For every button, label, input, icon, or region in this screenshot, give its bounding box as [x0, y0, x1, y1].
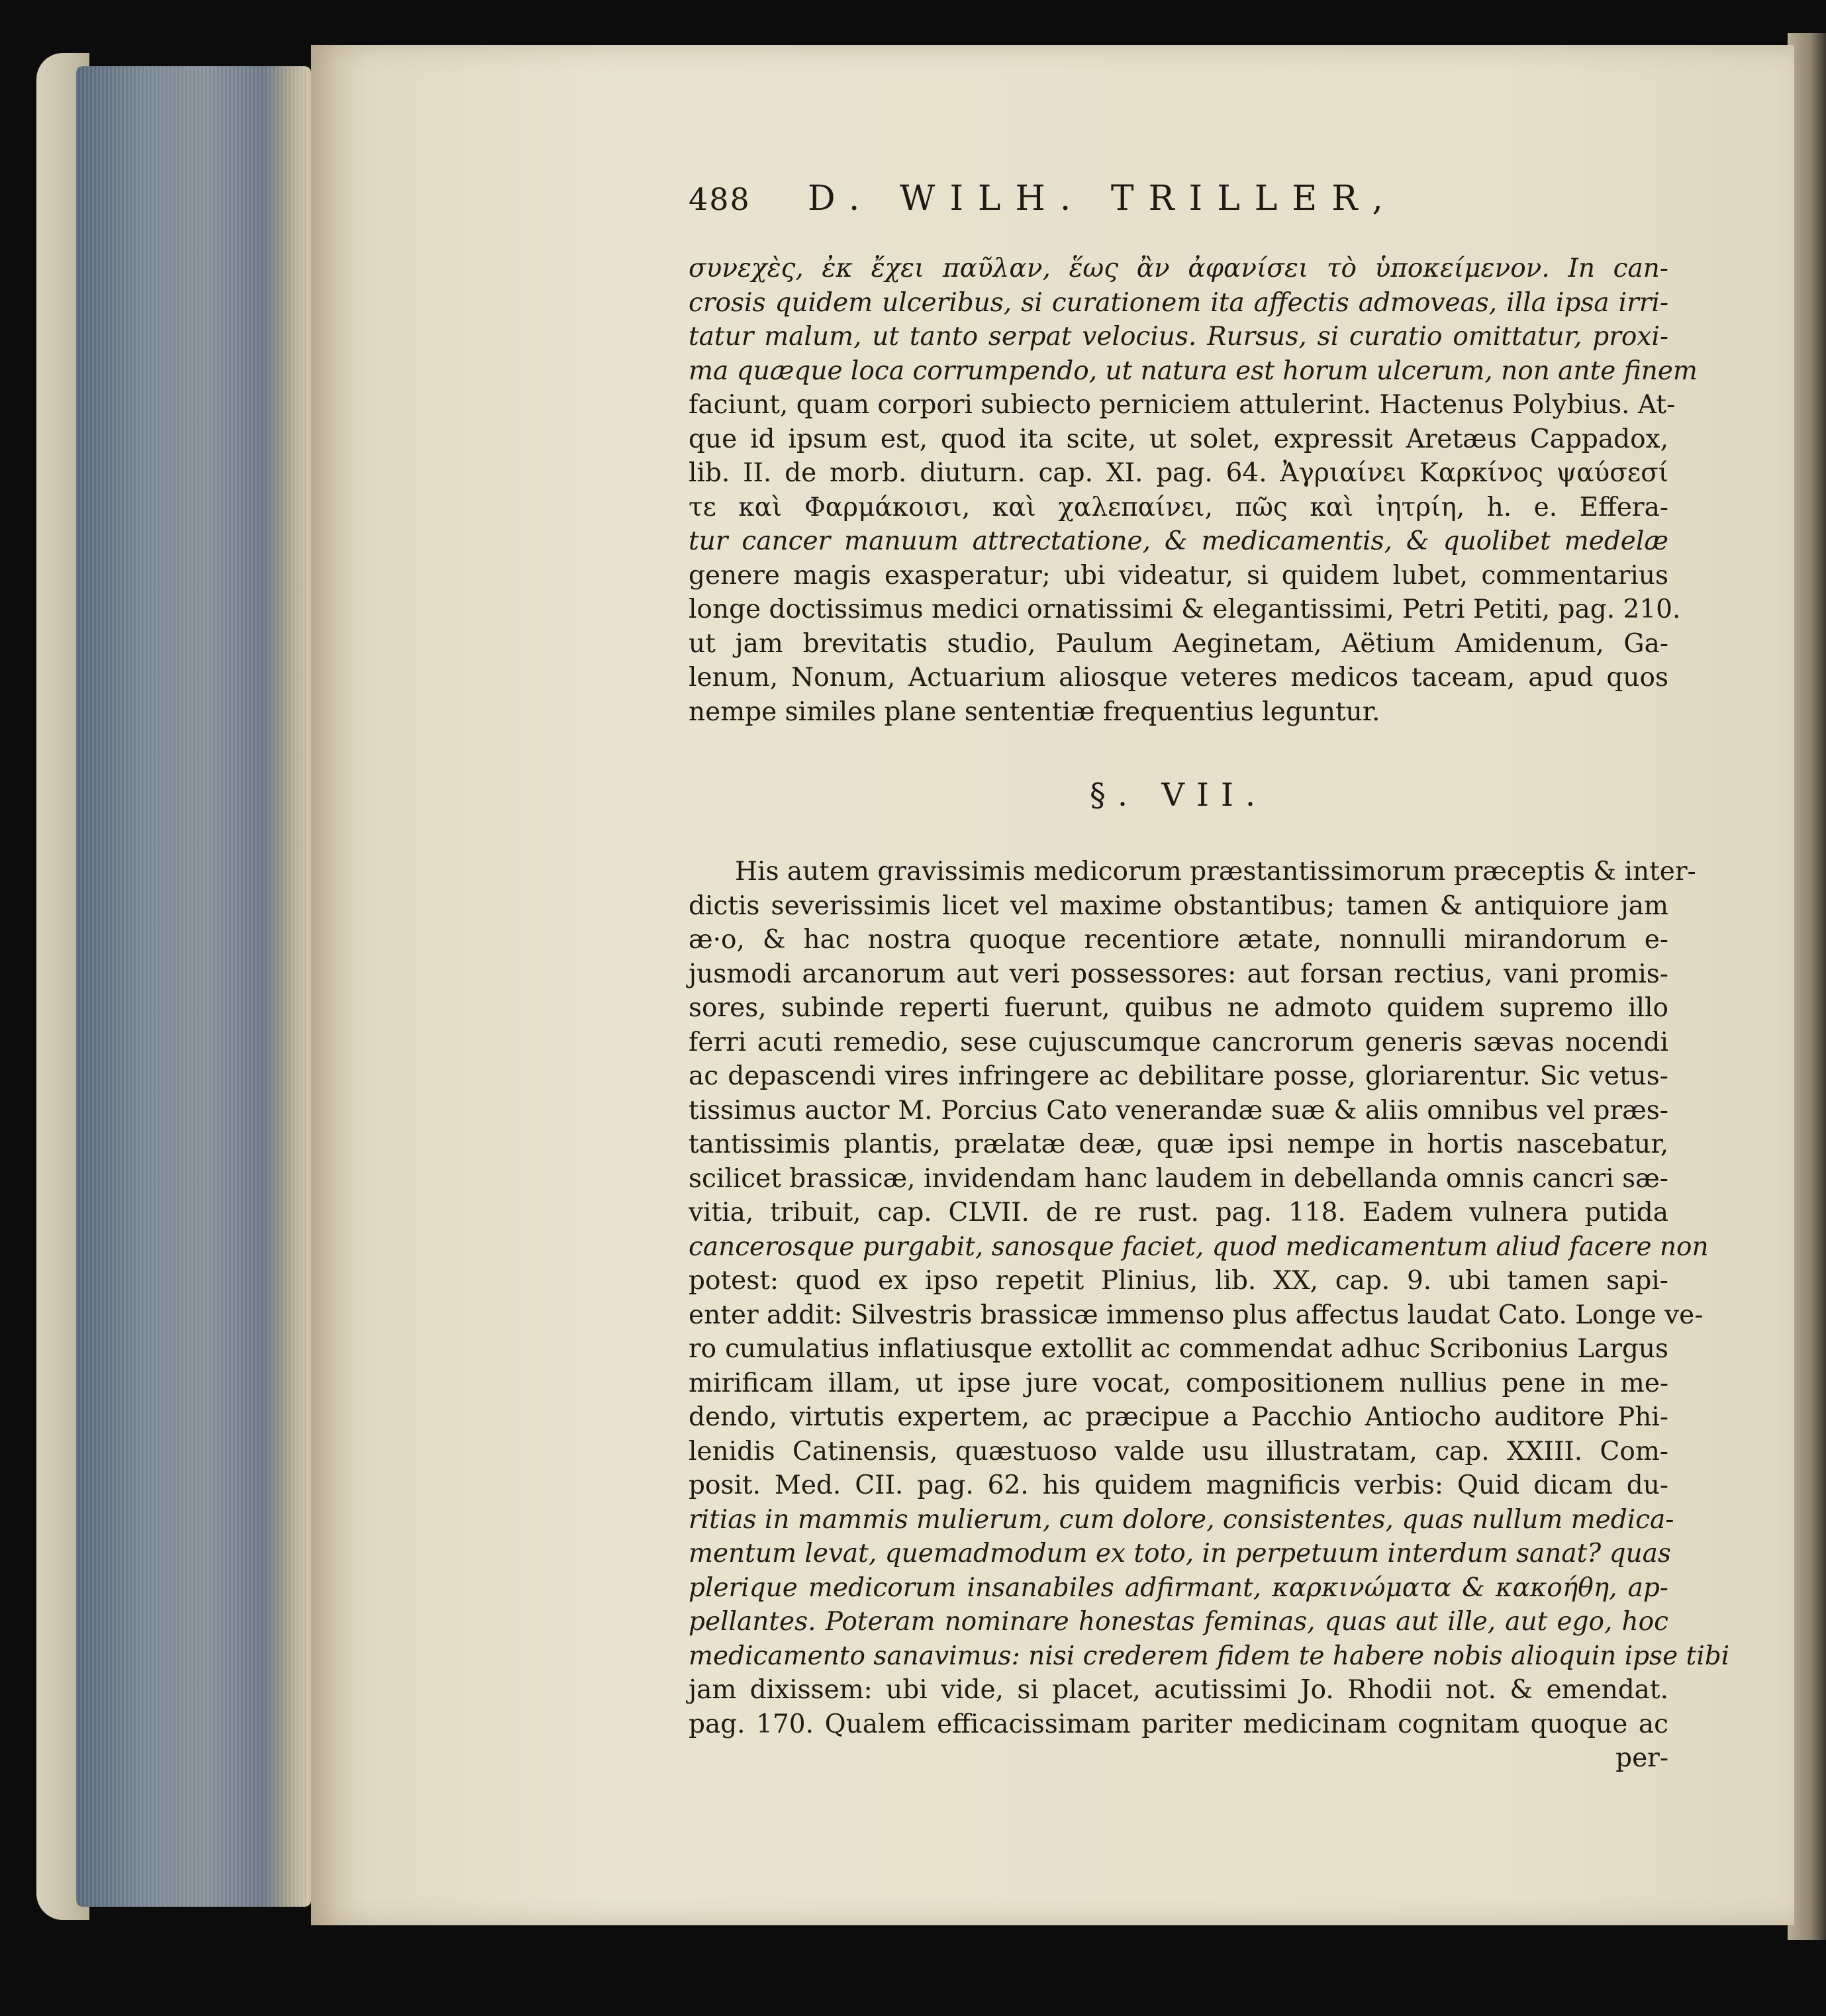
text-line: tissimus auctor M. Porcius Cato venerandæ suæ & aliis omnibus vel præs-	[689, 1095, 1668, 1126]
section-heading: §. VII.	[1089, 777, 1268, 814]
text-line: τε καὶ Φαρμάκοισι, καὶ χαλεπαίνει, πῶς καὶ ἰητρίη, h. e. Effera-	[689, 492, 1668, 522]
catchword: per-	[1615, 1743, 1668, 1773]
text-line: pellantes. Poteram nominare honestas feminas, quas aut ille, aut ego, hoc	[689, 1607, 1668, 1637]
text-line: scilicet brassicæ, invidendam hanc laudem in debellanda omnis cancri sæ-	[689, 1163, 1668, 1194]
text-line: συνεχὲς, ἐκ ἔχει παῦλαν, ἕως ἂν ἀφανίσει τὸ ὑποκείμενον. In can-	[689, 254, 1668, 283]
running-head	[689, 179, 1668, 252]
text-line: nempe similes plane sententiæ frequentius leguntur.	[689, 696, 1380, 727]
text-line: plerique medicorum insanabiles adfirmant, καρκινώματα & κακοήθη, ap-	[689, 1572, 1668, 1603]
text-line: dictis severissimis licet vel maxime obstantibus; tamen & antiquiore jam	[689, 890, 1668, 921]
running-title: D. WILH. TRILLER,	[808, 179, 1398, 218]
text-line: longe doctissimus medici ornatissimi & elegantissimi, Petri Petiti, pag. 210.	[689, 595, 1681, 624]
text-line: ferri acuti remedio, sese cujuscumque cancrorum generis sævas nocendi	[689, 1027, 1668, 1057]
text-line: genere magis exasperatur; ubi videatur, si quidem lubet, commentarius	[689, 560, 1668, 591]
text-line: tatur malum, ut tanto serpat velocius. Rursus, si curatio omittatur, proxi-	[689, 322, 1668, 352]
text-line: medicamento sanavimus: nisi crederem fidem te habere nobis alioquin ipse tibi	[689, 1641, 1730, 1671]
text-line: jam dixissem: ubi vide, si placet, acutissimi Jo. Rhodii not. & emendat.	[689, 1675, 1668, 1705]
text-line: posit. Med. CII. pag. 62. his quidem magnificis verbis: Quid dicam du-	[689, 1470, 1668, 1500]
text-line: jusmodi arcanorum aut veri possessores: aut forsan rectius, vani promis-	[689, 959, 1668, 989]
text-line: que id ipsum est, quod ita scite, ut solet, expressit Aretæus Cappadox,	[689, 424, 1668, 454]
text-line: ma quæque loca corrumpendo, ut natura est horum ulcerum, non ante finem	[689, 356, 1698, 386]
text-line: ut jam brevitatis studio, Paulum Aeginetam, Aëtium Amidenum, Ga-	[689, 628, 1668, 659]
text-line: vitia, tribuit, cap. CLVII. de re rust. pag. 118. Eadem vulnera putida	[689, 1198, 1668, 1227]
text-line: mentum levat, quemadmodum ex toto, in perpetuum interdum sanat? quas	[689, 1539, 1671, 1568]
text-line: ro cumulatius inflatiusque extollit ac commendat adhuc Scribonius Largus	[689, 1334, 1668, 1364]
text-line: ritias in mammis mulierum, cum dolore, consistentes, quas nullum medica-	[689, 1504, 1674, 1535]
text-line: cancerosque purgabit, sanosque faciet, quod medicamentum aliud facere non	[689, 1231, 1709, 1262]
text-line: lib. II. de morb. diuturn. cap. XI. pag. 64. Ἀγριαίνει Καρκίνος ψαύσεσί	[689, 458, 1668, 488]
text-line: ac depascendi vires infringere ac debilitare posse, gloriarentur. Sic vetus-	[689, 1061, 1668, 1091]
text-line: dendo, virtutis expertem, ac præcipue a Pacchio Antiocho auditore Phi-	[689, 1402, 1668, 1432]
text-line: faciunt, quam corpori subiecto perniciem attulerint. Hactenus Polybius. At-	[689, 390, 1676, 420]
text-line: tur cancer manuum attrectatione, & medicamentis, & quolibet medelæ	[689, 526, 1668, 556]
text-block	[689, 179, 1730, 1776]
text-line: æ·o, & hac nostra quoque recentiore ætate, nonnulli mirandorum e-	[689, 925, 1668, 955]
text-line: mirificam illam, ut ipse jure vocat, compositionem nullius pene in me-	[689, 1368, 1668, 1398]
text-line: enter addit: Silvestris brassicæ immenso plus affectus laudat Cato. Longe ve-	[689, 1300, 1704, 1330]
text-line: crosis quidem ulceribus, si curationem ita affectis admoveas, illa ipsa irri-	[689, 287, 1668, 318]
text-line: lenidis Catinensis, quæstuoso valde usu illustratam, cap. XXIII. Com-	[689, 1436, 1668, 1466]
text-line: His autem gravissimis medicorum præstantissimorum præceptis & inter-	[735, 857, 1696, 887]
paragraph-2	[689, 855, 1730, 1741]
page-block-fore-edge	[76, 66, 311, 1907]
text-line: tantissimis plantis, prælatæ deæ, quæ ipsi nempe in hortis nascebatur,	[689, 1129, 1668, 1159]
text-line: lenum, Nonum, Actuarium aliosque veteres medicos taceam, apud quos	[689, 663, 1668, 693]
page-number: 488	[689, 181, 751, 217]
text-line: potest: quod ex ipso repetit Plinius, lib. XX, cap. 9. ubi tamen sapi-	[689, 1266, 1668, 1296]
text-line: pag. 170. Qualem efficacissimam pariter medicinam cognitam quoque ac	[689, 1709, 1668, 1739]
paragraph-1	[689, 252, 1698, 729]
text-line: sores, subinde reperti fuerunt, quibus ne admoto quidem supremo illo	[689, 993, 1668, 1023]
